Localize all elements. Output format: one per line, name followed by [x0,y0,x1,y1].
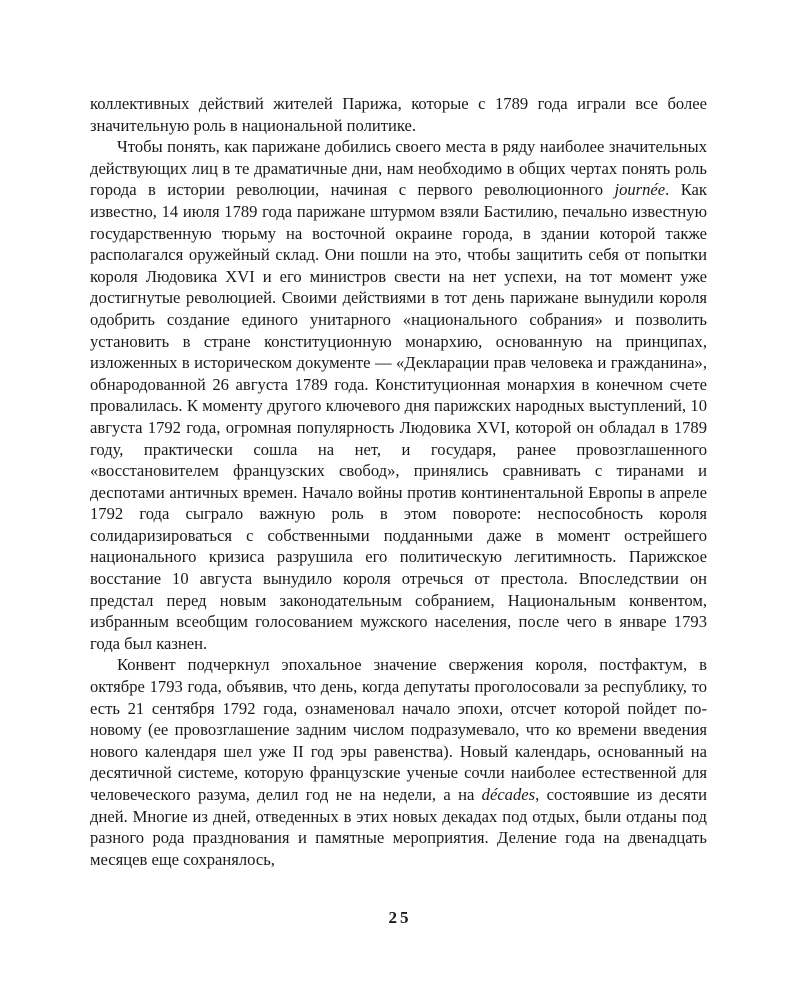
text-segment: . Как известно, 14 июля 1789 года парижане штурмом взяли Бастилию, печально известную государственную тюрьму на восточной окраине города, в здании которой также располагался оружейный склад. Они пошли на это, чтобы защитить себя от попытки короля Людовика XVI и его министров свести на нет успехи, на тот момент уже достигнутые революцией. Своими действиями в тот день парижане вынудили короля одобрить создание единого унитарного «национального собрания» и позволить установить в стране конституционную монархию, основанную на принципах, изложенных в историческом документе — «Декларации прав человека и гражданина», обнародованной 26 августа 1789 года. Конституционная монархия в конечном счете провалилась. К моменту другого ключевого дня парижских народных выступлений, 10 августа 1792 года, огромная популярность Людовика XVI, которой он обладал в 1789 году, практически сошла на нет, и государя, ранее провозглашенного «восстановителем французских свобод», принялись сравнивать с тиранами и деспотами античных времен. Начало войны против континентальной Европы в апреле 1792 года сыграло важную роль в этом повороте: неспособность короля солидаризироваться с собственными подданными даже в момент острейшего национального кризиса разрушила его политическую легитимность. Парижское восстание 10 августа вынудило короля отречься от престола. Впоследствии он предстал перед новым законодательным собранием, Национальным конвентом, избранным всеобщим голосованием мужского населения, после чего в январе 1793 года был казнен. [90,180,707,653]
paragraph-3 [90,654,707,870]
paragraph-2 [90,136,707,654]
body-text [90,93,707,870]
italic-term: décades [481,785,536,804]
text-segment: Чтобы понять, как парижане добились своего места в ряду наиболее значительных действующих лиц в те драматичные дни, нам необходимо в общих чертах понять роль города в истории революции, начиная с первого революционного [90,137,707,200]
italic-term: journée [614,180,666,200]
text-segment: Конвент подчеркнул эпохальное значение свержения короля, постфактум, в октябре 1793 года, объявив, что день, когда депутаты проголосовали за республику, то есть 21 сентября 1792 года, ознаменовал начало эпохи, отсчет которой пойдет по-новому (ее провозглашение задним числом подразумевало, что ко времени введения нового календаря шел уже II год эры равенства). Новый календарь, основанный на десятичной системе, которую французские ученые сочли наиболее естественной для человеческого разума, делил год не на недели, а на [90,655,707,804]
paragraph-1 [90,93,707,136]
text-segment: коллективных действий жителей Парижа, которые с 1789 года играли все более значительную роль в национальной политике. [90,94,707,135]
page-number: 25 [388,908,412,927]
text-segment: , состоявшие из десяти дней. Многие из дней, отведенных в этих новых декадах под отдых, были отданы под разного рода празднования и памятные мероприятия. Деление года на двенадцать месяцев еще сохранялось, [90,785,707,869]
